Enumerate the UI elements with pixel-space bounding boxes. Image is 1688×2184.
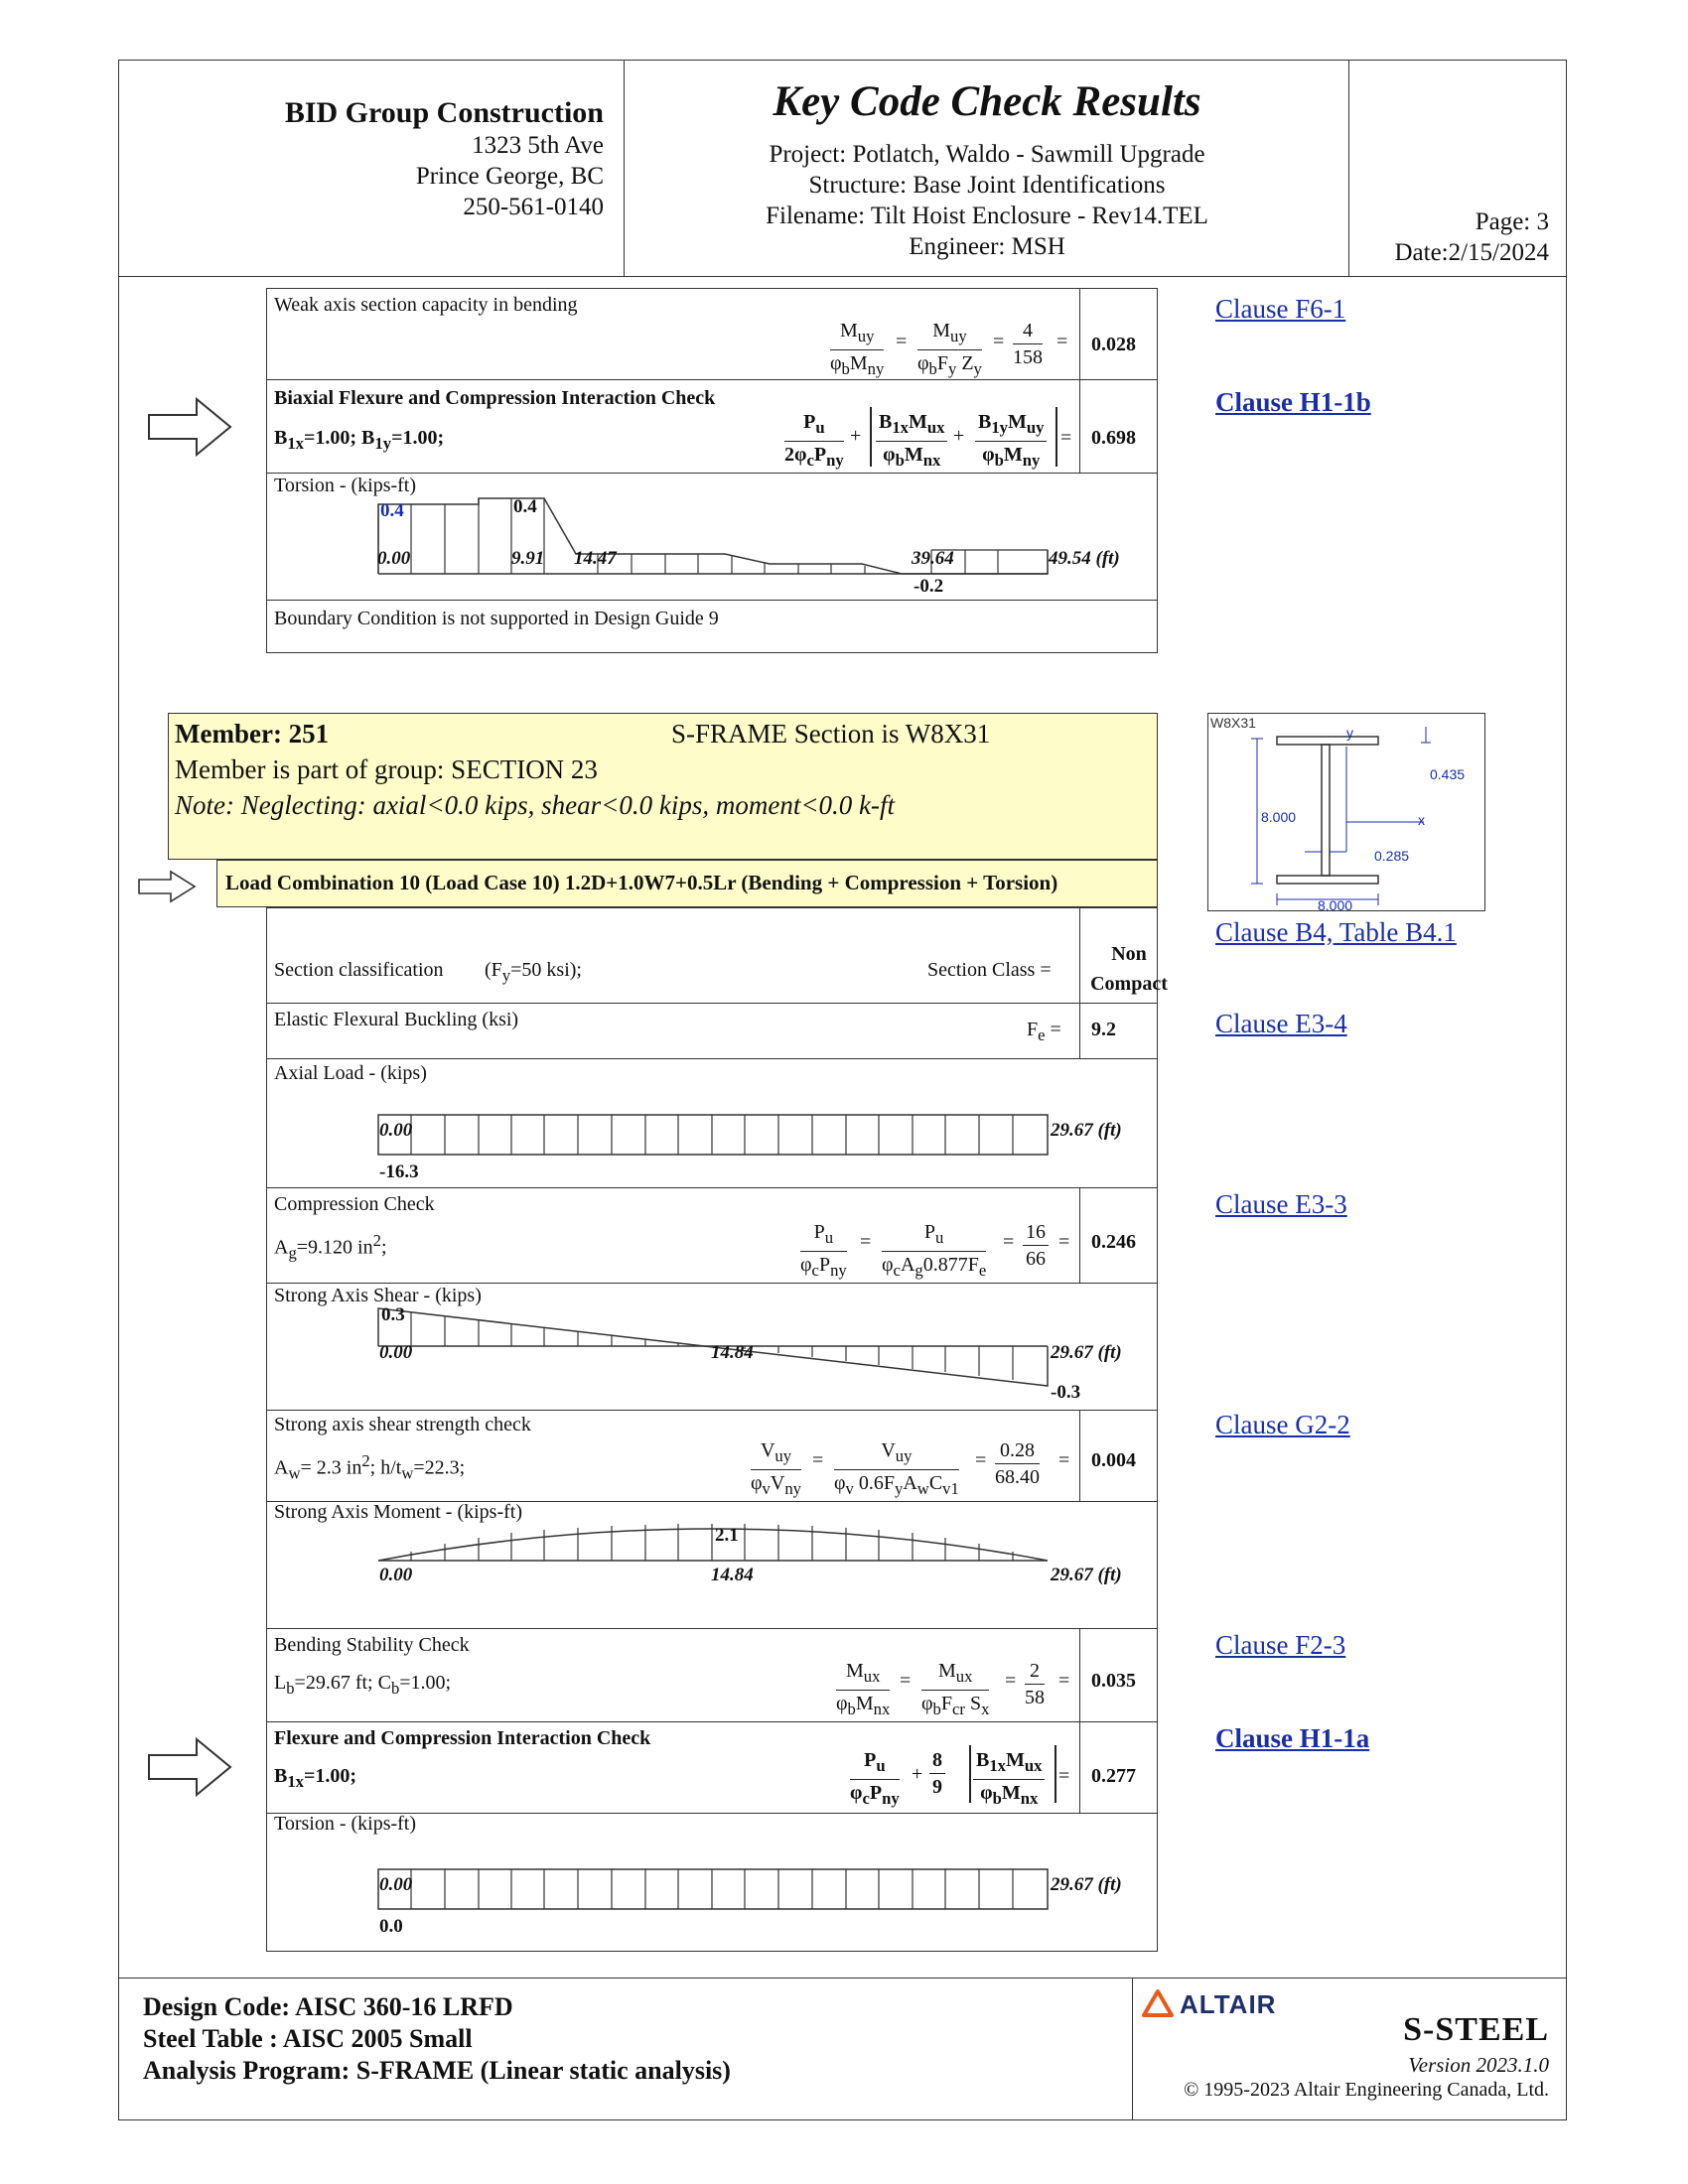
company-address: 1323 5th Ave [472,132,604,159]
result-col-line [1079,1410,1080,1501]
flexcomp-frac-1: $P_u$ $\varphi_cP_{ny}$ [850,1749,900,1808]
moment-tick: 29.67 (ft) [1051,1565,1122,1585]
bending-frac-2: $M_{ux}$ $\varphi_bF_{cr}$ $S_x$ [921,1660,990,1718]
weak-frac-3: $\frac{4}{158}$ [1013,320,1043,368]
torsion-tick: 9.91 [511,548,545,569]
equals: = [1060,427,1072,449]
shear-value-2: -0.3 [1051,1382,1081,1403]
bending-frac-3: $\frac{2}{58}$ [1025,1660,1045,1708]
torsion2-label: Torsion - (kips-ft) [274,1813,417,1835]
footer-divider [118,1978,1567,1979]
flexcomp-clause-link[interactable]: Clause H1-1a [1215,1723,1370,1753]
plus: + [912,1763,923,1785]
arrow-right-icon [137,870,197,903]
shear-frac-3: $\frac{0.28}{68.40}$ [995,1439,1040,1488]
torsion-label: Torsion - (kips-ft) [274,475,417,496]
equals: = [1058,1449,1070,1471]
member-group: Member is part of group: SECTION 23 [175,754,598,784]
row-line [266,1003,1158,1004]
biaxial-clause-link[interactable]: Clause H1-1b [1215,387,1371,417]
torsion-diagram [377,492,1062,588]
row-line [266,379,1158,380]
row-line [266,1058,1158,1059]
shear-value-1: 0.3 [381,1304,405,1325]
section-x-axis: x [1418,812,1425,828]
elastic-symbol: $F_e$ = [1027,1019,1061,1044]
axial-value: -16.3 [379,1161,419,1182]
compression-frac-3: $\frac{16}{66}$ [1023,1219,1049,1272]
equals: = [900,1670,912,1692]
row-line [266,600,1158,601]
footer-info [143,1991,731,2087]
equals: = [1058,1765,1070,1787]
project-name: Project: Potlatch, Waldo - Sawmill Upgrade [769,141,1205,168]
equals: = [1003,1231,1015,1253]
axial-label: Axial Load - (kips) [274,1062,427,1084]
result-col-line-top [1079,288,1080,473]
arrow-right-icon [147,1737,232,1797]
project-info [626,139,1348,262]
biaxial-params: $B_{1x}=1.00$; $B_{1y}=1.00$; [274,427,445,453]
weak-axis-result: 0.028 [1091,334,1136,355]
compression-label: Compression Check [274,1193,435,1215]
altair-logo-icon [1142,1989,1174,2017]
torsion2-tick: 0.00 [379,1874,413,1895]
moment-tick: 0.00 [379,1565,413,1585]
flexcomp-params: $B_{1x}=1.00$; [274,1765,357,1791]
biaxial-label: Biaxial Flexure and Compression Interaction Check [274,387,716,409]
member-section: S-FRAME Section is W8X31 [671,719,991,749]
compression-result: 0.246 [1091,1231,1136,1253]
equals: = [1056,331,1068,352]
weak-frac-2: $M_{uy}$ $\varphi_bF_y$ $Z_y$ [917,320,982,378]
section-class-label: Section Class = [927,959,1052,981]
company-name: BID Group Construction [284,96,604,129]
biaxial-frac-3: $B_{1y}M_{uy}$ $\varphi_bM_{ny}$ [975,409,1047,474]
classification-clause-link[interactable]: Clause B4, Table B4.1 [1215,917,1457,947]
company-city: Prince George, BC [415,163,604,190]
biaxial-result: 0.698 [1091,427,1136,449]
shear-frac-1: $V_{uy}$ $\varphi_vV_{ny}$ [751,1439,801,1498]
compression-frac-1: $P_u$ $\varphi_cP_{ny}$ [800,1221,847,1280]
result-col-line [1079,907,1080,1058]
torsion-tick: 14.47 [574,548,617,569]
equals: = [993,331,1005,352]
biaxial-frac-1: $P_u$ $2\varphi_cP_{ny}$ [784,411,844,470]
torsion-tick: 39.64 [912,548,954,569]
plus: + [953,425,965,447]
weak-axis-clause-link[interactable]: Clause F6-1 [1215,294,1346,324]
company-phone: 250-561-0140 [463,194,604,220]
row-line [266,1721,1158,1722]
section-flange-thickness: 0.435 [1430,766,1466,782]
copyright: © 1995-2023 Altair Engineering Canada, Ltd. [1184,2079,1549,2101]
analysis-program: Analysis Program: S-FRAME (Linear static analysis) [143,2056,731,2085]
boundary-note: Boundary Condition is not supported in Design Guide 9 [274,608,719,629]
header-col-divider-1 [624,60,625,276]
compression-frac-2: $P_u$ $\varphi_cA_g0.877F_e$ [882,1221,987,1280]
weak-axis-label: Weak axis section capacity in bending [274,294,578,316]
shear-check-label: Strong axis shear strength check [274,1414,531,1435]
brand-name: ALTAIR [1180,1989,1277,2019]
row-line [266,1628,1158,1629]
equals: = [1005,1670,1017,1692]
equals: = [975,1449,987,1471]
compression-clause-link[interactable]: Clause E3-3 [1215,1189,1347,1219]
header-col-divider-2 [1348,60,1349,276]
equals: = [812,1449,824,1471]
fy-label: ($F_y=50$ ksi); [485,959,582,985]
member-note: Note: Neglecting: axial<0.0 kips, shear<0.0 kips, moment<0.0 k-ft [175,790,896,820]
weak-frac-1: $M_{uy}$ $\varphi_bM_{ny}$ [830,320,885,378]
shear-tick: 0.00 [379,1342,413,1363]
bending-params: $L_b=29.67$ ft; $C_b=1.00$; [274,1672,452,1698]
torsion-tick: 0.00 [377,548,411,569]
torsion-value-3: -0.2 [914,576,944,597]
flexcomp-label: Flexure and Compression Interaction Check [274,1727,651,1749]
torsion-value-2: 0.4 [513,496,537,517]
flexcomp-frac-2: $\frac{8}{9}$ [929,1747,945,1800]
torsion2-tick: 29.67 (ft) [1051,1874,1122,1895]
torsion2-value: 0.0 [379,1916,403,1937]
shear-frac-2: $V_{uy}$ $\varphi_v$ $0.6F_yA_wC_{v1}$ [834,1439,959,1498]
page-info [1394,206,1549,268]
steel-table: Steel Table : AISC 2005 Small [143,2024,473,2053]
file-name: Filename: Tilt Hoist Enclosure - Rev14.TEL [766,203,1208,229]
biaxial-frac-2: $B_{1x}M_{ux}$ $\varphi_bM_{nx}$ [876,409,947,474]
shear-tick: 29.67 (ft) [1051,1342,1122,1363]
equals: = [1058,1670,1070,1692]
page-number: Page: 3 [1475,208,1549,235]
plus: + [850,425,862,447]
load-combination: Load Combination 10 (Load Case 10) 1.2D+1.0W7+0.5Lr (Bending + Compression + Torsion) [216,860,1158,907]
product-version: Version 2023.1.0 [1408,2053,1549,2077]
shear-clause-link[interactable]: Clause G2-2 [1215,1410,1350,1439]
section-width: 8.000 [1318,897,1353,913]
moment-tick: 14.84 [711,1565,754,1585]
row-line [266,1187,1158,1188]
moment-label: Strong Axis Moment - (kips-ft) [274,1501,522,1523]
row-line [266,1410,1158,1411]
bending-result: 0.035 [1091,1670,1136,1692]
design-code: Design Code: AISC 360-16 LRFD [143,1992,513,2021]
arrow-right-icon [147,397,232,457]
company-block [285,97,604,222]
bending-label: Bending Stability Check [274,1634,470,1656]
moment-value: 2.1 [715,1525,739,1546]
product-name: S-STEEL [1403,2011,1549,2048]
result-col-line [1079,1628,1080,1813]
page-date: Date:2/15/2024 [1394,239,1549,266]
torsion-value-1: 0.4 [380,500,404,521]
section-depth: 8.000 [1261,809,1297,825]
axial-diagram [377,1114,1053,1158]
section-diagram-name: W8X31 [1210,715,1256,731]
flexcomp-result: 0.277 [1091,1765,1136,1787]
equals: = [860,1231,872,1253]
equals: = [896,331,908,352]
shear-check-params: $A_w= 2.3$ $in^2$; $h/t_w=22.3$; [274,1451,466,1483]
torsion-tick: 49.54 (ft) [1049,548,1120,569]
section-class-value: Non Compact [1090,943,1168,995]
flexcomp-frac-3: $B_{1x}M_{ux}$ $\varphi_bM_{nx}$ [973,1747,1045,1812]
axial-tick: 29.67 (ft) [1051,1120,1122,1141]
classification-label: Section classification [274,959,444,981]
torsion2-diagram [377,1868,1053,1912]
elastic-value: 9.2 [1091,1019,1116,1040]
section-web-thickness: 0.285 [1374,848,1410,864]
header-divider [118,276,1567,277]
shear-result: 0.004 [1091,1449,1136,1471]
equals: = [1058,1231,1070,1253]
engineer-name: Engineer: MSH [909,233,1065,260]
footer-col-divider [1132,1978,1133,2120]
bending-clause-link[interactable]: Clause F2-3 [1215,1630,1346,1660]
result-col-line [1079,1187,1080,1283]
row-line [266,1283,1158,1284]
shear-tick: 14.84 [711,1342,754,1363]
page-title: Key Code Check Results [773,78,1201,125]
compression-params: $A_g=9.120$ $in^2$; [274,1231,387,1263]
elastic-label: Elastic Flexural Buckling (ksi) [274,1009,519,1030]
axial-tick: 0.00 [379,1120,413,1141]
member-title: Member: 251 [175,719,330,749]
bending-frac-1: $M_{ux}$ $\varphi_bM_{nx}$ [836,1660,891,1718]
w-section-icon [1207,713,1485,911]
structure-name: Structure: Base Joint Identifications [808,172,1166,199]
elastic-clause-link[interactable]: Clause E3-4 [1215,1009,1347,1038]
section-y-axis: y [1346,725,1353,741]
shear-diagram-label: Strong Axis Shear - (kips) [274,1285,482,1306]
